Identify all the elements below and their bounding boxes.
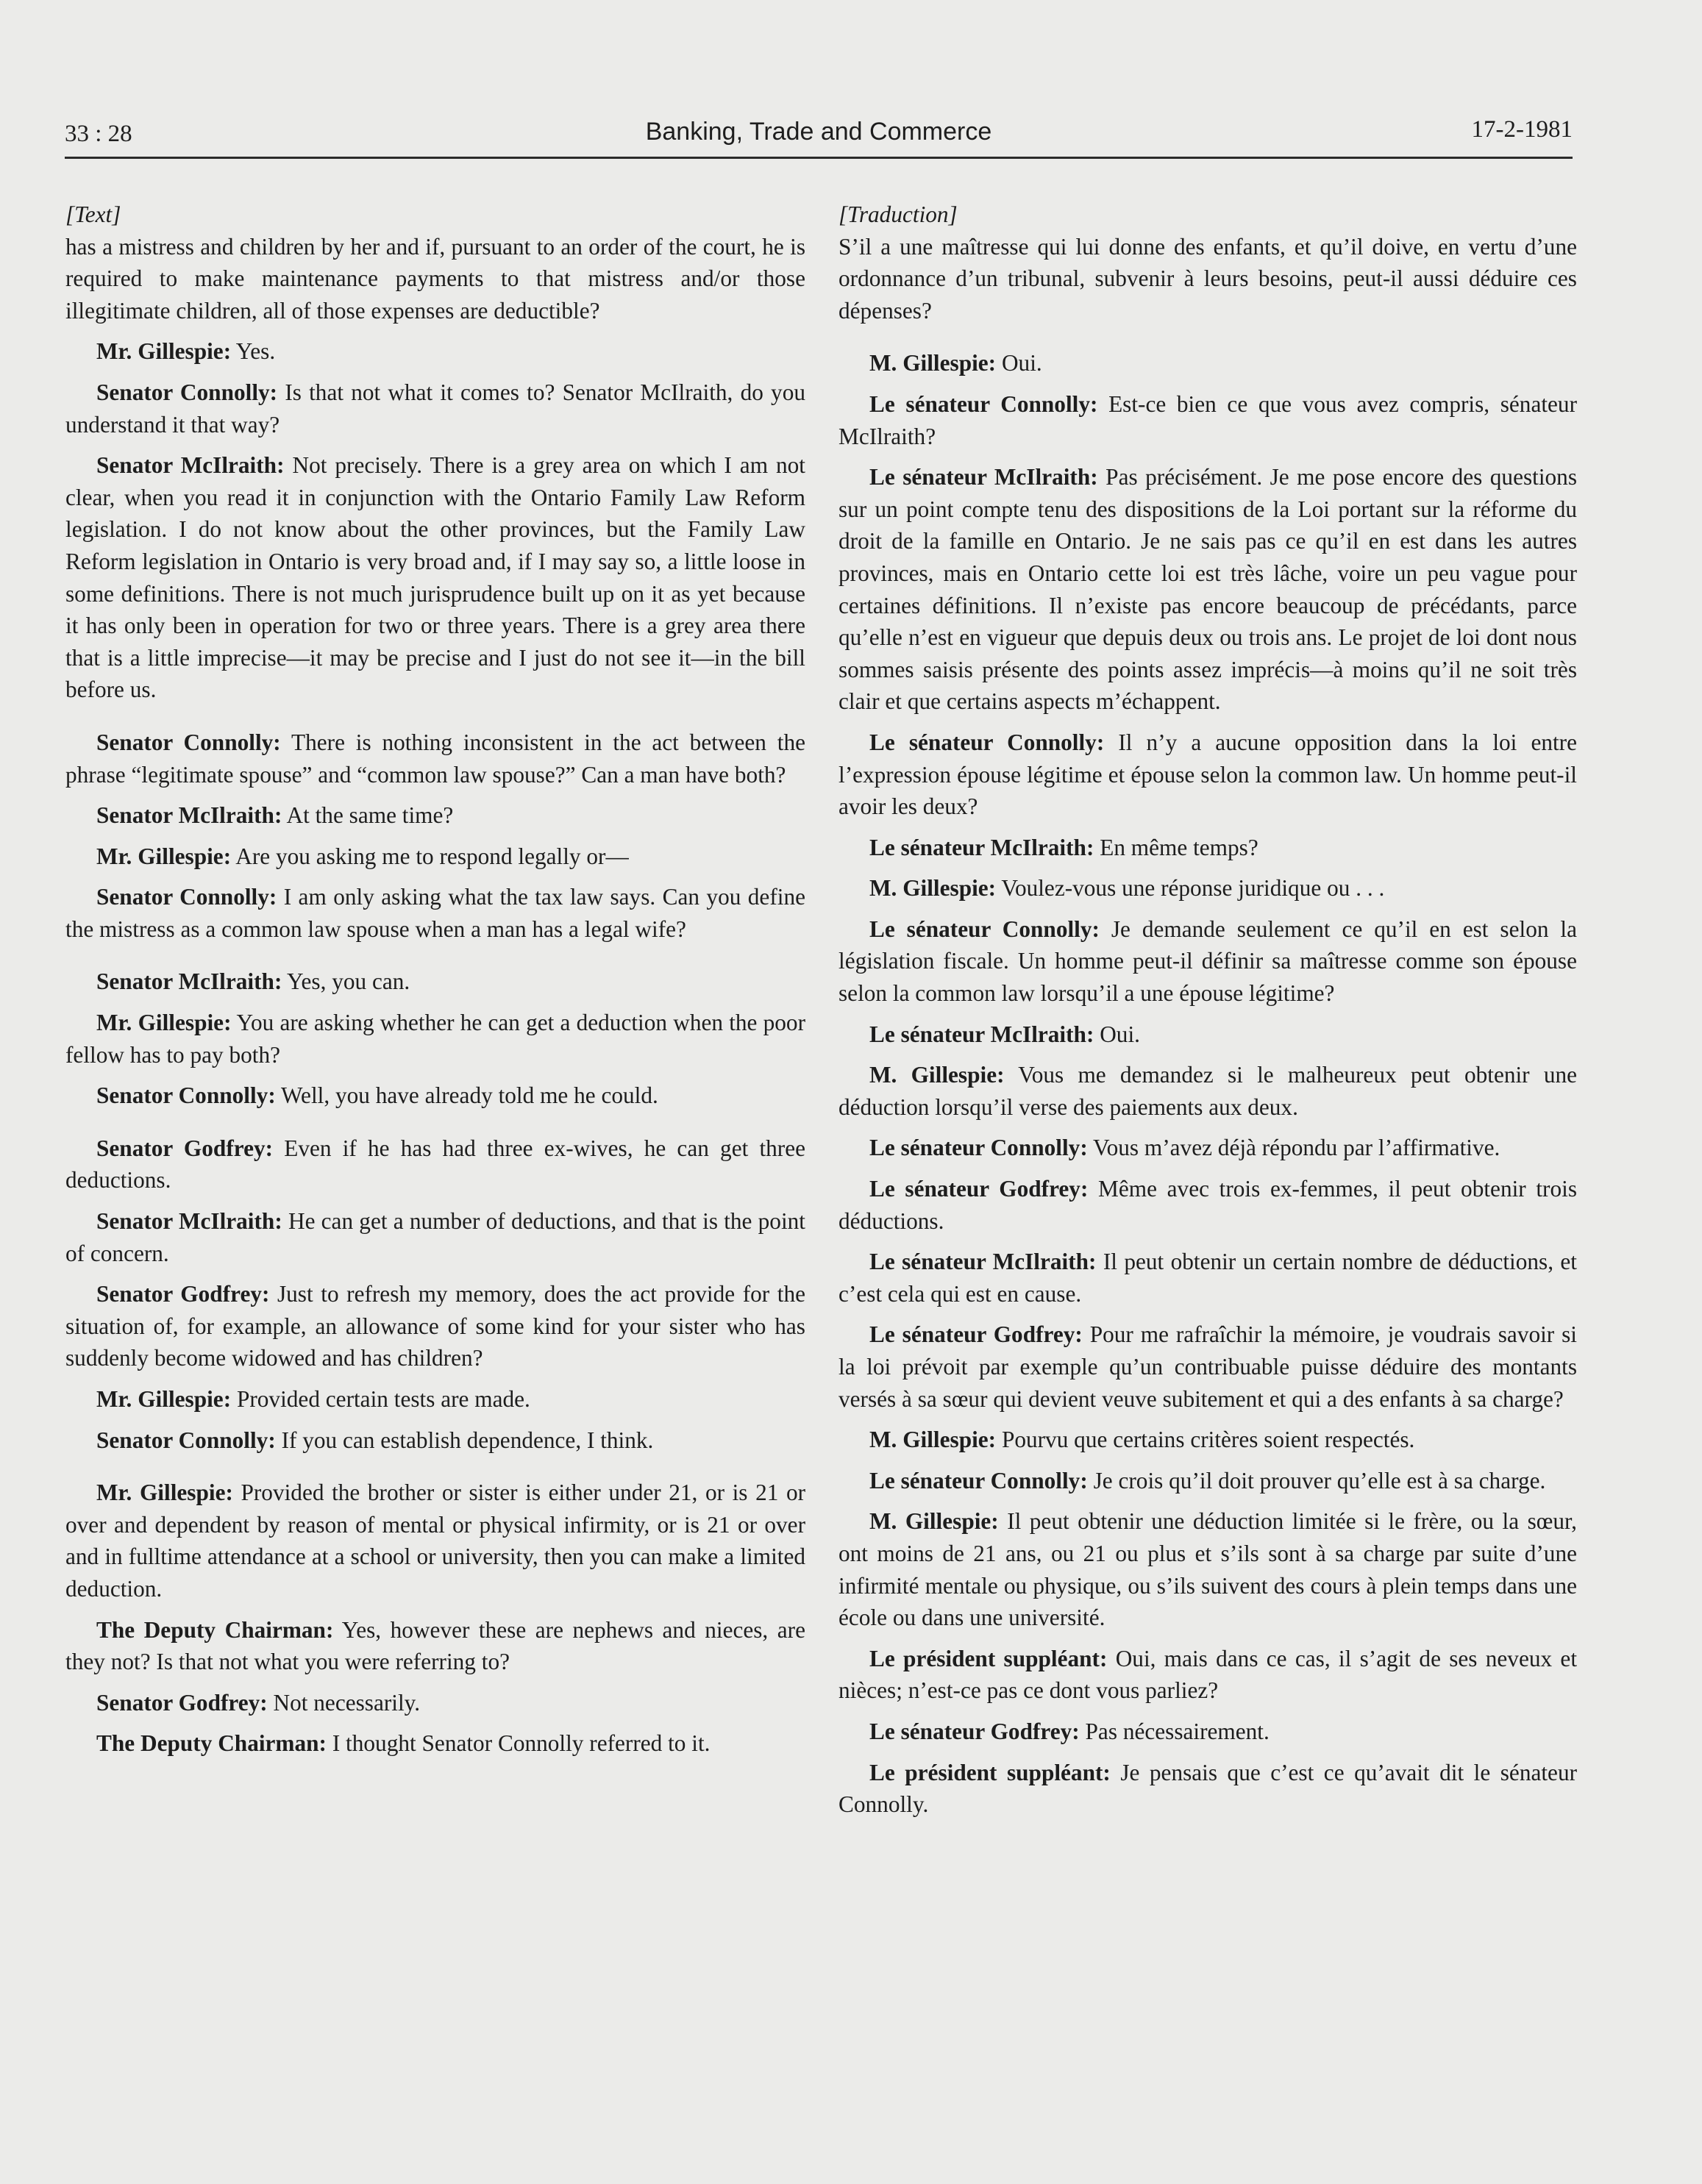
paragraph [838,1465,1577,1497]
paragraph [838,727,1577,823]
paragraph [838,1246,1577,1310]
paragraph-text: There is nothing inconsistent in the act between the phrase “legitimate spouse” and “common law spouse?” Can a man have both? [65,729,805,788]
page-date: 17-2-1981 [1471,116,1573,143]
paragraph-text: Yes, however these are nephews and nieces, are they not? Is that not what you were referring to? [65,1616,805,1675]
paragraph [838,1643,1577,1707]
paragraph-text: Oui. [1100,1021,1140,1047]
speaker-name: Le sénateur Godfrey: [869,1176,1089,1202]
speaker-name: Le sénateur McIlraith: [869,1249,1097,1275]
paragraph [65,335,805,368]
speaker-name: Le président suppléant: [869,1759,1111,1785]
paragraph-text: Not necessarily. [273,1689,421,1716]
paragraph [838,347,1577,379]
speaker-name: Le sénateur Godfrey: [869,1718,1080,1744]
paragraph [838,1757,1577,1821]
paragraph-text: Je crois qu’il doit prouver qu’elle est à sa charge. [1093,1467,1546,1494]
paragraph [65,1132,805,1196]
paragraph-text: Pas nécessairement. [1085,1718,1270,1744]
page-number: 33 : 28 [65,121,132,147]
paragraph-text: Yes. [235,338,276,365]
speaker-name: Mr. Gillespie: [96,1480,233,1506]
paragraph-text: Not precisely. There is a grey area on which I am not clear, when you read it in conjunction with the Ontario Family Law Reform legislation. I do not know about the other provinces, but the Family Law Reform legislation in Ontario is very broad and, if I may say so, a little loose in some definitions. There is not much jurisprudence built up on it as yet because it has only been in operation for two or three years. There is a grey area there that is a little imprecise—it may be precise and I just do not see it—in the bill before us. [65,452,805,703]
paragraph-text: Provided the brother or sister is either under 21, or is 21 or over and dependent by reason of mental or physical infirmity, or is 21 or over and in fulltime attendance at a school or university, then you can make a limited deduction. [65,1480,806,1602]
paragraph-text: Is that not what it comes to? Senator McIlraith, do you understand it that way? [65,379,805,438]
speaker-name: Le sénateur Connolly: [869,916,1100,942]
paragraph [65,1424,805,1457]
paragraph-text: At the same time? [286,802,454,829]
english-column [65,199,805,1769]
speaker-name: The Deputy Chairman: [96,1730,327,1757]
speaker-name: Senator McIlraith: [96,802,282,829]
header-rule [65,157,1573,159]
paragraph [838,1059,1577,1123]
speaker-name: Senator McIlraith: [96,1208,282,1235]
paragraph-text: has a mistress and children by her and if, pursuant to an order of the court, he is required to make maintenance payments to that mistress and/or those illegitimate children, all of those expenses are deductible? [65,233,805,324]
paragraph-text: Pas précisément. Je me pose encore des questions sur un point compte tenu des dispositions de la Loi portant sur la réforme du droit de la famille en Ontario. Je ne sais pas ce qu’il en est dans les autres provinces, mais en Ontario cette loi est très lâche, voire un peu vague pour certaines définitions. Il n’existe pas encore beaucoup de précédants, parce qu’elle n’est en vigueur que depuis deux ou trois ans. Le projet de loi dont nous sommes saisis présente des points assez imprécis—à moins qu’il ne soit très clair et que certains aspects m’échappent. [838,464,1578,715]
paragraph [838,1716,1577,1748]
speaker-name: Senator Connolly: [96,884,277,910]
paragraph-text: Yes, you can. [287,968,410,995]
speaker-name: Mr. Gillespie: [96,843,232,869]
speaker-name: Le sénateur Connolly: [869,1467,1088,1494]
paragraph-text: Well, you have already told me he could. [281,1082,658,1109]
speaker-name: Le sénateur McIlraith: [869,1021,1094,1047]
paragraph [65,966,805,998]
paragraph-text: If you can establish dependence, I think. [281,1427,654,1453]
paragraph [65,1477,805,1605]
traduction-tag: [Traduction] [838,201,958,227]
paragraph-text: Même avec trois ex-femmes, il peut obtenir trois déductions. [838,1176,1578,1234]
text-tag: [Text] [65,201,121,227]
speaker-name: M. Gillespie: [869,1508,999,1535]
paragraph [65,449,805,706]
paragraph [65,377,805,440]
paragraph-text: Oui. [1001,350,1042,377]
paragraph-text: Are you asking me to respond legally or— [235,843,629,869]
paragraph-text: Vous m’avez déjà répondu par l’affirmative. [1093,1135,1500,1161]
paragraph [65,1007,805,1071]
speaker-name: M. Gillespie: [869,875,997,902]
speaker-name: Senator Connolly: [96,379,278,405]
paragraph [65,1383,805,1416]
paragraph-text: He can get a number of deductions, and that is the point of concern. [65,1208,805,1266]
speaker-name: Le sénateur Connolly: [869,729,1105,755]
page-header [65,116,1573,159]
paragraph [65,881,805,945]
paragraph [838,388,1577,452]
paragraph [838,231,1577,327]
speaker-name: M. Gillespie: [869,1427,997,1453]
speaker-name: Senator Godfrey: [96,1281,270,1307]
paragraph-text: Even if he has had three ex-wives, he can get three deductions. [65,1135,806,1193]
speaker-name: M. Gillespie: [869,350,997,377]
paragraph [838,913,1577,1010]
paragraph [65,1205,805,1269]
speaker-name: Mr. Gillespie: [96,1010,232,1036]
french-column [838,199,1577,1830]
committee-title: Banking, Trade and Commerce [645,118,992,146]
paragraph [65,1727,805,1760]
speaker-name: Le sénateur McIlraith: [869,834,1094,860]
speaker-name: Senator McIlraith: [96,452,285,479]
paragraph [838,1132,1577,1164]
paragraph-text: Il peut obtenir une déduction limitée si le frère, ou la sœur, ont moins de 21 ans, ou 21 ou plus et s’ils sont à sa charge par suite d’une infirmité mentale ou physique, ou s’ils suivent des cours à plein temps dans une école ou dans une université. [838,1508,1577,1631]
paragraph [838,1424,1577,1456]
speaker-name: Senator Connolly: [96,729,281,755]
paragraph [65,1687,805,1719]
speaker-name: Le sénateur Connolly: [869,390,1098,417]
paragraph [838,1318,1577,1415]
speaker-name: Senator Connolly: [96,1427,276,1453]
speaker-name: M. Gillespie: [869,1062,1005,1088]
paragraph [65,841,805,873]
speaker-name: Le sénateur Connolly: [869,1135,1088,1161]
paragraph [838,832,1577,864]
speaker-name: Senator Godfrey: [96,1135,274,1161]
speaker-name: Senator Connolly: [96,1082,276,1109]
paragraph-text: I thought Senator Connolly referred to it. [332,1730,711,1757]
paragraph [65,799,805,832]
speaker-name: Senator Godfrey: [96,1689,268,1716]
speaker-name: Le président suppléant: [869,1645,1108,1671]
speaker-name: Mr. Gillespie: [96,1386,232,1412]
paragraph-text: Pour me rafraîchir la mémoire, je voudrais savoir si la loi prévoit par exemple qu’un contribuable puisse déduire des montants versés à sa sœur qui devient veuve subitement et qui a des enfants à sa charge? [838,1321,1577,1412]
paragraph [65,727,805,791]
paragraph-text: I am only asking what the tax law says. Can you define the mistress as a common law spouse when a man has a legal wife? [65,884,805,942]
paragraph-text: S’il a une maîtresse qui lui donne des enfants, et qu’il doive, en vertu d’une ordonnance d’un tribunal, subvenir à leurs besoins, peut-il aussi déduire ces dépenses? [838,233,1577,324]
speaker-name: The Deputy Chairman: [96,1616,334,1643]
paragraph-text: Est-ce bien ce que vous avez compris, sénateur McIlraith? [838,390,1578,449]
paragraph [838,1173,1577,1237]
paragraph [838,461,1577,718]
paragraph-text: Je pensais que c’est ce qu’avait dit le sénateur Connolly. [838,1759,1578,1818]
paragraph-text: Il n’y a aucune opposition dans la loi entre l’expression épouse légitime et épouse selon la common law. Un homme peut-il avoir les deux? [838,729,1577,820]
paragraph [65,1079,805,1112]
paragraph [838,872,1577,904]
paragraph-text: Voulez-vous une réponse juridique ou . . . [1001,875,1385,902]
paragraph-text: Je demande seulement ce qu’il en est selon la législation fiscale. Un homme peut-il définir sa maîtresse comme son épouse selon la common law lorsqu’il a une épouse légitime? [838,916,1577,1007]
speaker-name: Le sénateur Godfrey: [869,1321,1083,1348]
paragraph [65,1614,805,1678]
speaker-name: Le sénateur McIlraith: [869,464,1098,490]
paragraph-text: Il peut obtenir un certain nombre de déductions, et c’est cela qui est en cause. [838,1249,1578,1307]
paragraph-text: You are asking whether he can get a deduction when the poor fellow has to pay both? [65,1010,805,1068]
paragraph [65,231,805,327]
paragraph [838,1018,1577,1051]
speaker-name: Mr. Gillespie: [96,338,232,365]
paragraph-text: Pourvu que certains critères soient respectés. [1001,1427,1415,1453]
paragraph-text: Just to refresh my memory, does the act provide for the situation of, for example, an allowance of some kind for your sister who has suddenly become widowed and has children? [65,1281,805,1371]
paragraph-text: Vous me demandez si le malheureux peut obtenir une déduction lorsqu’il verse des paiements aux deux. [838,1062,1578,1120]
paragraph [65,1278,805,1374]
paragraph [838,1505,1577,1633]
paragraph-text: Oui, mais dans ce cas, il s’agit de ses neveux et nièces; n’est-ce pas ce dont vous parliez? [838,1645,1578,1704]
paragraph-text: Provided certain tests are made. [236,1386,530,1412]
paragraph-text: En même temps? [1100,834,1258,860]
speaker-name: Senator McIlraith: [96,968,282,995]
